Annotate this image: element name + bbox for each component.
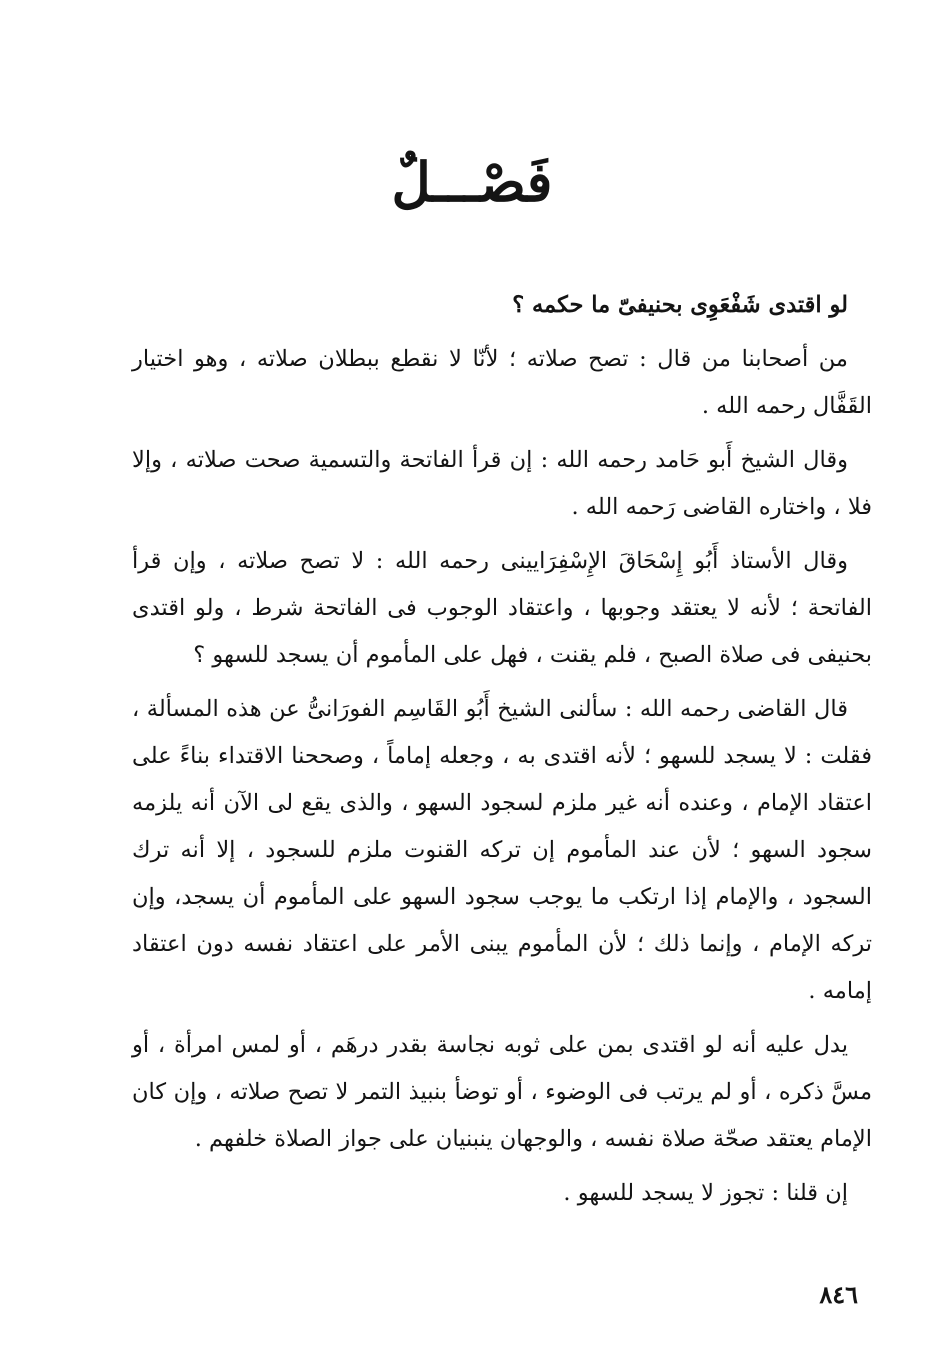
paragraph-abu-ishaq-view: وقال الأستاذ أَبُو إِسْحَاقَ الإِسْفِرَايينى رحمه الله : لا تصح صلاته ، وإن قرأ الفاتحة ؛ لأنه لا يعتقد وجوبها ، واعتقاد الوجوب فى الفاتحة شرط ، ولو اقتدى بحنيفى فى صلاة الصبح ، فلم يقنت ، فهل على المأموم أن يسجد للسهو ؟ — [132, 548, 872, 668]
paragraph-qadi-statement: قال القاضى رحمه الله : سألنى الشيخ أَبُو القَاسِم الفورَانىُّ عن هذه المسألة ، فقلت : لا يسجد للسهو ؛ لأنه اقتدى به ، وجعله إماماً ، وصححنا الاقتداء بناءً على اعتقاد الإمام ، وعنده أنه غير ملزم لسجود السهو ، والذى يقع لى الآن أنه يلزمه سجود السهو ؛ لأن عند المأموم إن تركه القنوت ملزم للسجود ، إلا أنه ترك السجود ، والإمام إذا ارتكب ما يوجب سجود السهو على المأموم أن يسجد، وإن تركه الإمام ، وإنما ذلك ؛ لأن المأموم يبنى الأمر على اعتقاد نفسه دون اعتقاد إمامه . — [132, 696, 872, 1004]
paragraph-evidence: يدل عليه أنه لو اقتدى بمن على ثوبه نجاسة بقدر درهَم ، أو لمس امرأة ، أو مسَّ ذكره ، أو لم يرتب فى الوضوء ، أو توضأ بنبيذ التمر لا تصح صلاته ، وإن كان الإمام يعتقد صحّة صلاة نفسه ، والوجهان ينبنيان على جواز الصلاة خلفهم . — [132, 1032, 872, 1152]
section-title: فَصْـــلٌ — [391, 150, 553, 214]
paragraph-abu-hamid-view: وقال الشيخ أَبو حَامد رحمه الله : إن قرأ الفاتحة والتسمية صحت صلاته ، وإلا فلا ، واختاره القاضى رَحمه الله . — [132, 447, 872, 520]
paragraph-question: لو اقتدى شَفْعَوِى بحنيفىّ ما حكمه ؟ — [512, 292, 848, 318]
paragraph-qaffal-view: من أصحابنا من قال : تصح صلاته ؛ لأنّا لا نقطع ببطلان صلاته ، وهو اختيار القَفَّال رحمه الله . — [132, 346, 872, 419]
page-number: ٨٤٦ — [819, 1280, 858, 1309]
paragraph-conclusion: إن قلنا : تجوز لا يسجد للسهو . — [563, 1180, 848, 1206]
text-body — [132, 282, 872, 1224]
